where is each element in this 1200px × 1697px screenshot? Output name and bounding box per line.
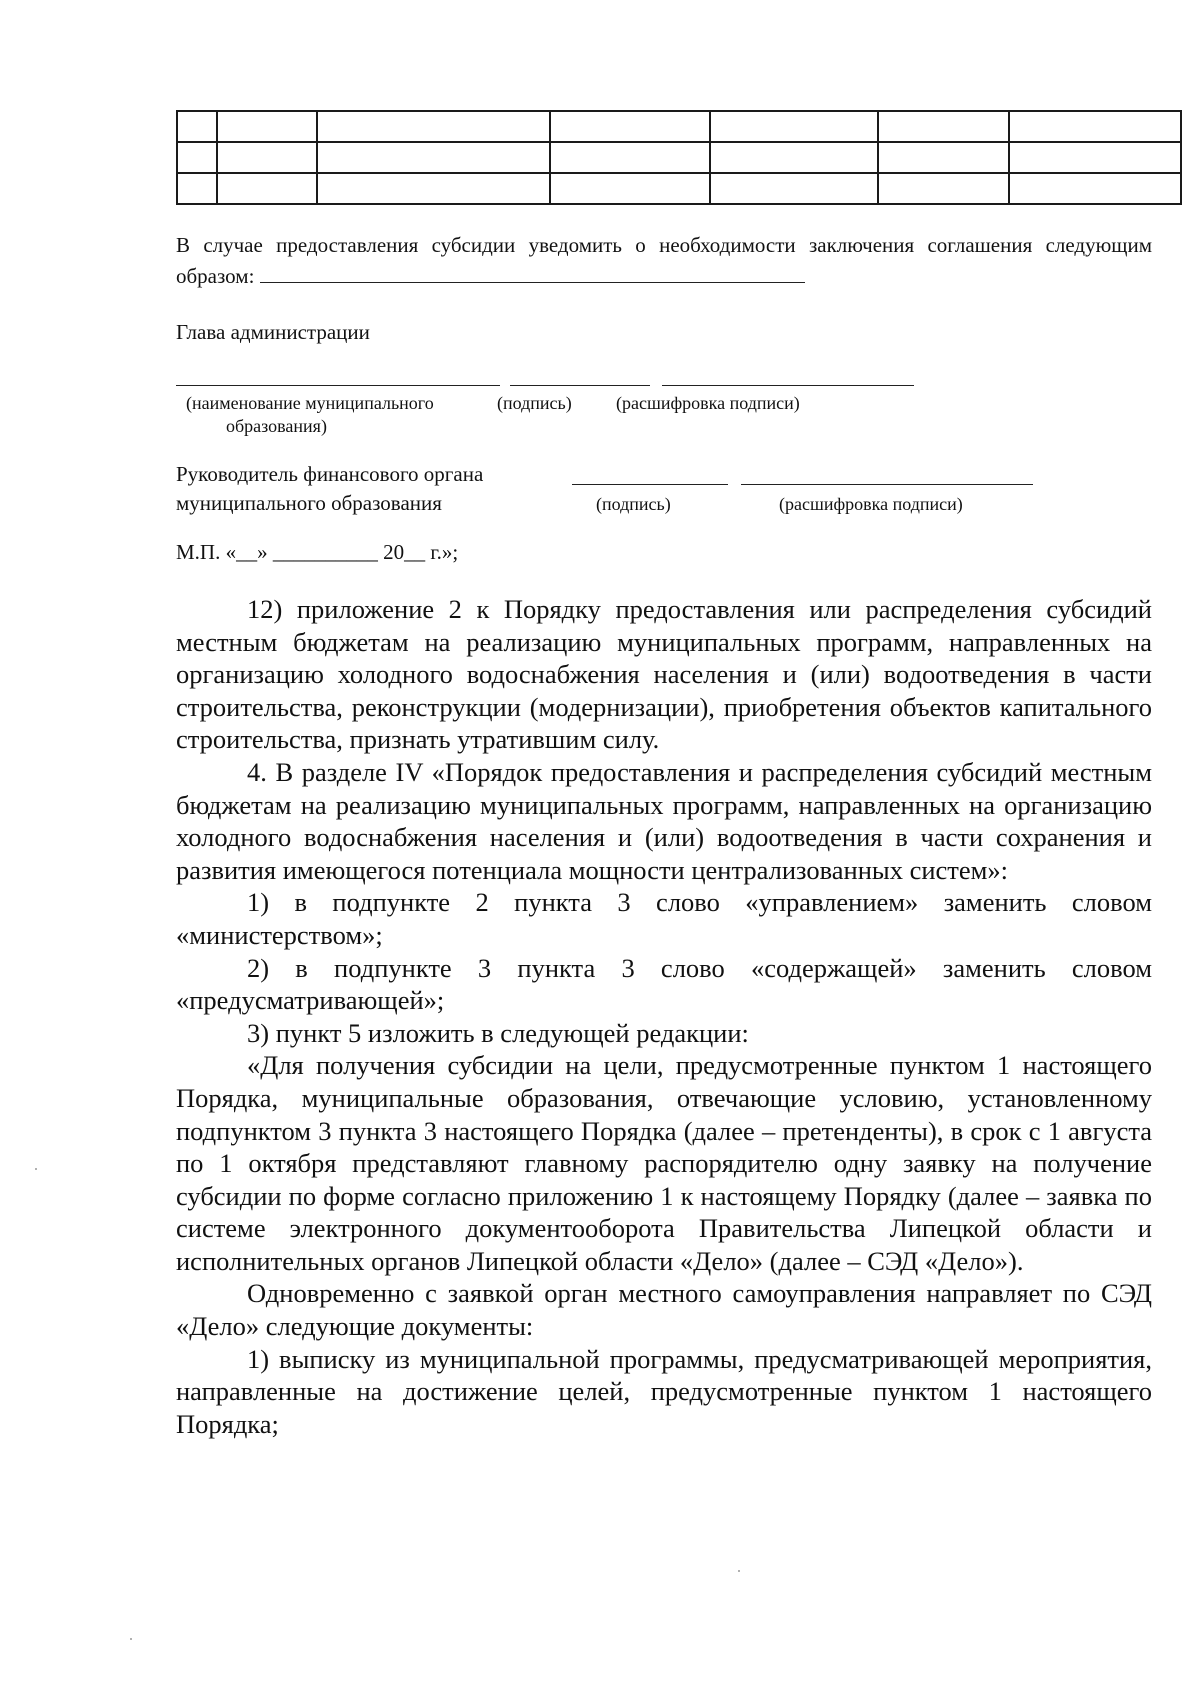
table-cell xyxy=(550,142,710,173)
stamp-date-line: М.П. «__» __________ 20__ г.»; xyxy=(176,540,459,564)
finance-caption-decoding: (расшифровка подписи) xyxy=(779,494,963,514)
table-cell xyxy=(1009,173,1181,204)
body-paragraph: «Для получения субсидии на цели, предусмотренные пунктом 1 настоящего Порядка, муниципальные образования, отвечающие условию, установленному подпунктом 3 пункта 3 настоящего Порядка (далее – претенденты), в срок с 1 августа по 1 октября представляют главному распорядителю одну заявку на получение субсидии по форме согласно приложению 1 к настоящему Порядку (далее – заявка по системе электронного документооборота Правительства Липецкой области и исполнительных органов Липецкой области «Дело» (далее – СЭД «Дело»). xyxy=(176,1050,1152,1276)
table-cell xyxy=(1009,142,1181,173)
table-cell xyxy=(878,142,1009,173)
body-paragraph: 3) пункт 5 изложить в следующей редакции: xyxy=(247,1017,749,1048)
body-paragraph: Одновременно с заявкой орган местного самоуправления направляет по СЭД «Дело» следующие документы: xyxy=(176,1278,1152,1342)
notice-blank-line xyxy=(260,260,805,283)
finance-caption-signature: (подпись) xyxy=(596,494,671,514)
head-signature-line xyxy=(510,385,650,386)
table-row xyxy=(177,142,1181,173)
table-cell xyxy=(317,173,550,204)
table-row xyxy=(177,111,1181,142)
body-text xyxy=(176,593,1152,1440)
body-paragraph: 4. В разделе IV «Порядок предоставления и распределения субсидий местным бюджетам на реализацию муниципальных программ, направленных на организацию холодного водоснабжения населения и (или) водоотведения в части сохранения и развития имеющегося потенциала мощности централизованных систем»: xyxy=(176,756,1152,885)
table-cell xyxy=(317,111,550,142)
finance-title-1: Руководитель финансового органа xyxy=(176,462,484,486)
table-cell xyxy=(177,111,217,142)
body-paragraph: 12) приложение 2 к Порядку предоставления или распределения субсидий местным бюджетам на реализацию муниципальных программ, направленных на организацию холодного водоснабжения населения и (или) водоотведения в части строительства, реконструкции (модернизации), приобретения объектов капитального строительства, признать утратившим силу. xyxy=(176,594,1152,755)
data-table xyxy=(176,110,1182,205)
notice-text: В случае предоставления субсидии уведомить о необходимости заключения соглашения следующим образом: xyxy=(176,233,1152,288)
head-title: Глава администрации xyxy=(176,320,370,344)
head-caption-decoding: (расшифровка подписи) xyxy=(616,393,800,413)
head-decoding-line xyxy=(662,385,914,386)
table-cell xyxy=(710,142,878,173)
body-paragraph: 1) выписку из муниципальной программы, предусматривающей мероприятия, направленные на достижение целей, предусмотренные пунктом 1 настоящего Порядка; xyxy=(176,1343,1152,1439)
table-cell xyxy=(878,173,1009,204)
table-cell xyxy=(317,142,550,173)
scan-speck xyxy=(738,1570,740,1572)
scan-speck xyxy=(130,1638,132,1640)
table-row xyxy=(177,173,1181,204)
table-cell xyxy=(878,111,1009,142)
finance-decoding-line xyxy=(741,484,1033,485)
table-cell xyxy=(550,173,710,204)
finance-title-2: муниципального образования xyxy=(176,491,442,515)
head-caption-signature: (подпись) xyxy=(497,393,572,413)
body-paragraph: 1) в подпункте 2 пункта 3 слово «управлением» заменить словом «министерством»; xyxy=(176,887,1152,950)
head-caption-name-1: (наименование муниципального xyxy=(186,393,434,413)
table-cell xyxy=(177,173,217,204)
table-cell xyxy=(217,142,317,173)
notice-paragraph xyxy=(176,231,1152,291)
head-name-line xyxy=(176,385,500,386)
head-caption-name-2: образования) xyxy=(226,416,327,436)
table-cell xyxy=(217,173,317,204)
finance-signature-line xyxy=(572,484,728,485)
table-cell xyxy=(550,111,710,142)
body-paragraph: 2) в подпункте 3 пункта 3 слово «содержащей» заменить словом «предусматривающей»; xyxy=(176,952,1152,1016)
scan-speck xyxy=(35,1168,37,1170)
table-cell xyxy=(710,173,878,204)
table-cell xyxy=(710,111,878,142)
table-cell xyxy=(1009,111,1181,142)
table-cell xyxy=(177,142,217,173)
table-cell xyxy=(217,111,317,142)
